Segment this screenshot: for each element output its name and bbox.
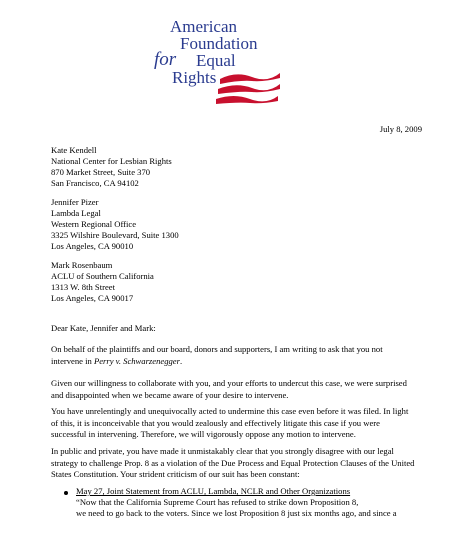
address-line: 1313 W. 8th Street	[51, 282, 115, 292]
salutation: Dear Kate, Jennifer and Mark:	[51, 323, 156, 333]
address-line: Jennifer Pizer	[51, 197, 99, 207]
address-line: Mark Rosenbaum	[51, 260, 113, 270]
bullet-title: May 27, Joint Statement from ACLU, Lambda, NCLR and Other Organizations	[76, 486, 351, 496]
quote-line: we need to go back to the voters. Since we lost Proposition 8 just six months ago, and since a	[76, 508, 397, 518]
paragraph-4	[51, 446, 426, 481]
address-line: 870 Market Street, Suite 370	[51, 167, 151, 177]
flag-stripes-icon	[216, 69, 282, 105]
logo-text-line1: American	[170, 17, 238, 36]
paragraph-line: You have unrelentingly and unequivocally acted to undermine this case even before it was filed. In light	[51, 406, 409, 416]
logo-text-equal: Equal	[196, 51, 236, 70]
address-line: Los Angeles, CA 90010	[51, 241, 134, 251]
paragraph-2	[51, 378, 426, 401]
address-line: ACLU of Southern California	[51, 271, 154, 281]
address-line: San Francisco, CA 94102	[51, 178, 139, 188]
paragraph-line: On behalf of the plaintiffs and our board, donors and supporters, I am writing to ask that you not	[51, 344, 383, 354]
text-run: intervene in	[51, 355, 94, 366]
text-run: .	[179, 355, 183, 366]
logo-text-for: for	[154, 49, 177, 70]
quote-line: “Now that the California Supreme Court has refused to strike down Proposition 8,	[76, 497, 359, 507]
address-line: National Center for Lesbian Rights	[51, 156, 172, 166]
paragraph-line	[51, 356, 426, 368]
paragraph-line: strategy to challenge Prop. 8 as a violation of the Due Process and Equal Protection Clauses of the United	[51, 457, 415, 468]
address-line: Lambda Legal	[51, 208, 101, 218]
address-line: Western Regional Office	[51, 219, 137, 229]
paragraph-line: Given our willingness to collaborate with you, and your efforts to undercut this case, we were surprised	[51, 378, 407, 388]
paragraph-line: In public and private, you have made it unmistakably clear that you strongly disagree with our legal	[51, 446, 394, 456]
bullet-dot-icon	[64, 491, 68, 495]
case-name: Perry v. Schwarzenegger	[93, 355, 180, 366]
paragraph-line: and disappointed when we became aware of your desire to intervene.	[51, 389, 289, 400]
organization-logo	[150, 14, 290, 104]
paragraph-3	[51, 406, 426, 441]
logo-text-line4: Rights	[172, 68, 217, 87]
letter-date: July 8, 2009	[379, 124, 422, 134]
address-line: Los Angeles, CA 90017	[51, 293, 134, 303]
paragraph-line: of this, it is inconceivable that you would zealously and effectively litigate this case if you were	[51, 417, 380, 428]
paragraph-line: successful in intervening. Therefore, we will vigorously oppose any motion to intervene.	[51, 429, 356, 439]
address-line: Kate Kendell	[51, 145, 97, 155]
paragraph-1	[51, 344, 426, 367]
address-line: 3325 Wilshire Boulevard, Suite 1300	[51, 230, 179, 240]
paragraph-line: States Constitution. Your strident criticism of our suit has been constant:	[51, 469, 300, 479]
logo-text-line2: Foundation	[180, 34, 258, 53]
